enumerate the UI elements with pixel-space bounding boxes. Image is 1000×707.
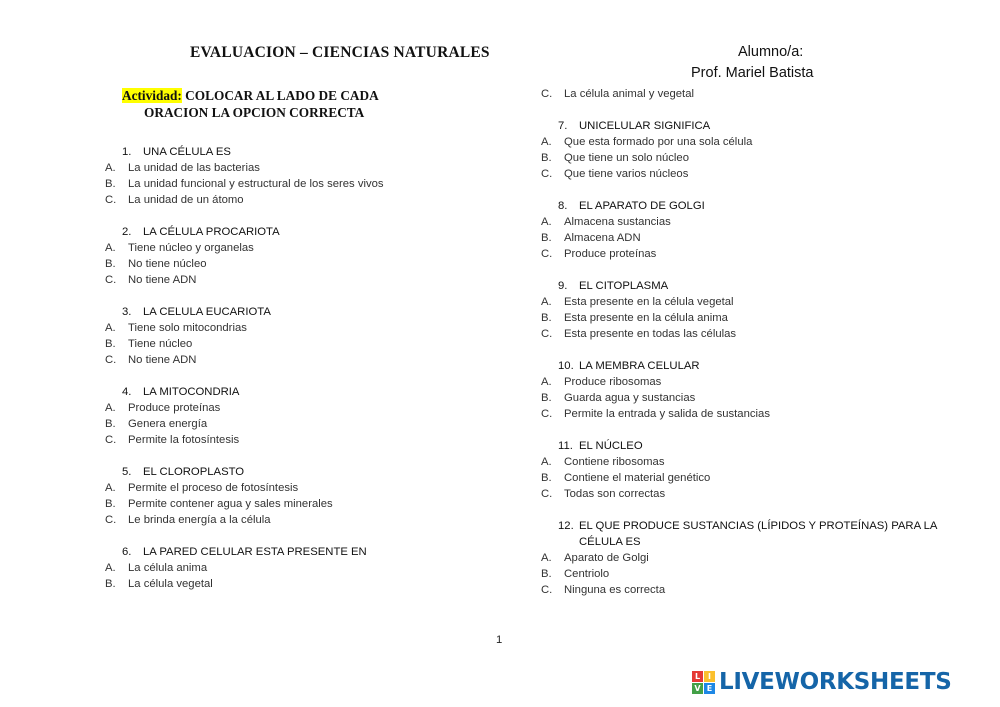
option-letter: C. xyxy=(105,354,117,366)
answer-option[interactable] xyxy=(105,480,505,496)
option-text: Todas son correctas xyxy=(564,488,666,500)
option-letter: A. xyxy=(541,136,552,148)
option-text: Contiene ribosomas xyxy=(564,456,665,468)
question-number: 2. xyxy=(122,226,132,238)
question-text: EL NÚCLEO xyxy=(579,440,643,452)
answer-option[interactable] xyxy=(541,134,961,150)
option-text: Genera energía xyxy=(128,418,208,430)
option-text: Centriolo xyxy=(564,568,610,580)
option-letter: B. xyxy=(541,472,552,484)
option-letter: C. xyxy=(541,88,553,100)
option-letter: A. xyxy=(105,402,116,414)
option-text: La unidad de las bacterias xyxy=(128,162,260,174)
option-letter: B. xyxy=(541,392,552,404)
logo-wordmark: LIVEWORKSHEETS xyxy=(719,669,952,695)
option-text: Le brinda energía a la célula xyxy=(128,514,271,526)
option-letter: B. xyxy=(105,338,116,350)
answer-option[interactable] xyxy=(105,432,505,448)
answer-option[interactable] xyxy=(105,240,505,256)
question-heading xyxy=(541,198,961,214)
option-text: Permite la entrada y salida de sustancias xyxy=(564,408,770,420)
question-block xyxy=(541,198,961,262)
option-text: Permite la fotosíntesis xyxy=(128,434,240,446)
question-block xyxy=(541,118,961,182)
option-text: Produce proteínas xyxy=(128,402,221,414)
answer-option[interactable] xyxy=(541,470,961,486)
option-letter: A. xyxy=(105,322,116,334)
answer-option[interactable] xyxy=(541,406,961,422)
option-text: Permite el proceso de fotosíntesis xyxy=(128,482,299,494)
question-number: 12. xyxy=(558,520,574,532)
option-text: No tiene ADN xyxy=(128,274,197,286)
option-text: Que esta formado por una sola célula xyxy=(564,136,753,148)
question-block xyxy=(541,278,961,342)
question-number: 4. xyxy=(122,386,132,398)
answer-option[interactable] xyxy=(541,566,961,582)
answer-option[interactable] xyxy=(541,246,961,262)
question-heading xyxy=(105,464,505,480)
question-text: LA PARED CELULAR ESTA PRESENTE EN xyxy=(143,546,367,558)
option-letter: C. xyxy=(541,328,553,340)
student-label: Alumno/a: xyxy=(738,44,804,60)
teacher-name: Prof. Mariel Batista xyxy=(691,65,814,81)
question-heading xyxy=(105,384,505,400)
answer-option[interactable] xyxy=(541,294,961,310)
option-text: Tiene núcleo y organelas xyxy=(128,242,254,254)
option-text: Guarda agua y sustancias xyxy=(564,392,696,404)
logo-letter-tile: L xyxy=(692,671,703,682)
option-letter: A. xyxy=(105,562,116,574)
page-number: 1 xyxy=(496,634,503,646)
option-text: Tiene solo mitocondrias xyxy=(128,322,247,334)
answer-option[interactable] xyxy=(541,486,961,502)
option-text: Produce proteínas xyxy=(564,248,657,260)
option-letter: C. xyxy=(541,248,553,260)
question-heading xyxy=(105,304,505,320)
answer-option[interactable] xyxy=(105,416,505,432)
option-letter: B. xyxy=(105,418,116,430)
question-heading xyxy=(541,118,961,134)
question-text: LA MEMBRA CELULAR xyxy=(579,360,700,372)
logo-letter-tile: E xyxy=(704,683,715,694)
question-block xyxy=(541,518,961,598)
option-letter: C. xyxy=(541,408,553,420)
option-letter: B. xyxy=(105,178,116,190)
option-text: Almacena ADN xyxy=(564,232,641,244)
option-text: Que tiene varios núcleos xyxy=(564,168,689,180)
question-block xyxy=(105,544,505,592)
option-text: Almacena sustancias xyxy=(564,216,671,228)
option-letter: C. xyxy=(541,168,553,180)
option-text: La unidad de un átomo xyxy=(128,194,244,206)
option-letter: A. xyxy=(105,482,116,494)
option-text: No tiene ADN xyxy=(128,354,197,366)
question-text: UNA CÉLULA ES xyxy=(143,146,231,158)
question-number: 7. xyxy=(558,120,568,132)
answer-option[interactable] xyxy=(105,352,505,368)
answer-option[interactable] xyxy=(541,374,961,390)
answer-option[interactable] xyxy=(541,214,961,230)
answer-option[interactable] xyxy=(105,576,505,592)
question-heading xyxy=(541,358,961,374)
question-heading xyxy=(105,544,505,560)
answer-option[interactable] xyxy=(541,150,961,166)
question-number: 3. xyxy=(122,306,132,318)
question-block xyxy=(105,464,505,528)
option-letter: B. xyxy=(105,578,116,590)
question-number: 6. xyxy=(122,546,132,558)
option-text: No tiene núcleo xyxy=(128,258,207,270)
answer-option[interactable] xyxy=(105,400,505,416)
question-block xyxy=(105,384,505,448)
option-text: Esta presente en la célula anima xyxy=(564,312,728,324)
option-letter: C. xyxy=(541,584,553,596)
option-letter: B. xyxy=(541,312,552,324)
question-heading xyxy=(541,278,961,294)
answer-option[interactable] xyxy=(105,272,505,288)
option-letter: C. xyxy=(105,194,117,206)
question-heading xyxy=(541,518,961,550)
answer-option[interactable] xyxy=(541,310,961,326)
option-text: Ninguna es correcta xyxy=(564,584,666,596)
answer-option[interactable] xyxy=(541,230,961,246)
option-letter: A. xyxy=(541,552,552,564)
logo-letter-tile: I xyxy=(704,671,715,682)
option-letter: C. xyxy=(105,514,117,526)
answer-option[interactable] xyxy=(541,550,961,566)
answer-option[interactable] xyxy=(105,176,505,192)
question-heading xyxy=(105,224,505,240)
option-letter: A. xyxy=(105,162,116,174)
question-text: UNICELULAR SIGNIFICA xyxy=(579,120,711,132)
question-heading xyxy=(541,438,961,454)
question-heading xyxy=(105,144,505,160)
question-block xyxy=(541,358,961,422)
option-text: Aparato de Golgi xyxy=(564,552,649,564)
activity-text-line2: ORACION LA OPCION CORRECTA xyxy=(144,105,365,120)
liveworksheets-logo xyxy=(692,668,951,696)
answer-option[interactable] xyxy=(105,192,505,208)
question-number: 10. xyxy=(558,360,574,372)
option-text: Permite contener agua y sales minerales xyxy=(128,498,333,510)
question-block xyxy=(105,304,505,368)
question-text: LA MITOCONDRIA xyxy=(143,386,240,398)
question-6-continued-option[interactable] xyxy=(541,86,961,102)
answer-option[interactable] xyxy=(105,496,505,512)
option-letter: A. xyxy=(541,216,552,228)
question-number: 5. xyxy=(122,466,132,478)
option-letter: A. xyxy=(541,456,552,468)
option-text: La célula animal y vegetal xyxy=(564,88,694,100)
activity-text-line1: COLOCAR AL LADO DE CADA xyxy=(181,88,379,103)
question-text: EL CITOPLASMA xyxy=(579,280,669,292)
answer-option[interactable] xyxy=(105,336,505,352)
option-text: Contiene el material genético xyxy=(564,472,711,484)
option-text: Produce ribosomas xyxy=(564,376,662,388)
question-text: LA CÉLULA PROCARIOTA xyxy=(143,226,280,238)
question-number: 11. xyxy=(558,440,573,452)
activity-label: Actividad: xyxy=(122,88,182,103)
option-text: Que tiene un solo núcleo xyxy=(564,152,689,164)
question-number: 9. xyxy=(558,280,568,292)
question-number: 8. xyxy=(558,200,568,212)
answer-option[interactable] xyxy=(541,454,961,470)
option-text: La unidad funcional y estructural de los seres vivos xyxy=(128,178,384,190)
question-text: LA CELULA EUCARIOTA xyxy=(143,306,271,318)
answer-option[interactable] xyxy=(105,160,505,176)
answer-option[interactable] xyxy=(541,390,961,406)
right-column xyxy=(541,86,961,614)
live-icon xyxy=(692,671,715,694)
option-letter: A. xyxy=(105,242,116,254)
answer-option[interactable] xyxy=(541,582,961,598)
option-letter: B. xyxy=(105,498,116,510)
option-letter: C. xyxy=(105,274,117,286)
option-text: Esta presente en todas las células xyxy=(564,328,737,340)
option-letter: C. xyxy=(105,434,117,446)
answer-option[interactable] xyxy=(105,512,505,528)
question-block xyxy=(105,144,505,208)
question-text: EL APARATO DE GOLGI xyxy=(579,200,705,212)
option-letter: C. xyxy=(541,488,553,500)
logo-letter-tile: V xyxy=(692,683,703,694)
option-letter: B. xyxy=(105,258,116,270)
question-block xyxy=(105,224,505,288)
answer-option[interactable] xyxy=(105,320,505,336)
answer-option[interactable] xyxy=(541,326,961,342)
activity-instructions xyxy=(122,87,432,121)
question-text: EL QUE PRODUCE SUSTANCIAS (LÍPIDOS Y PROTEÍNAS) PARA LA CÉLULA ES xyxy=(579,520,937,548)
option-text: Esta presente en la célula vegetal xyxy=(564,296,734,308)
option-letter: B. xyxy=(541,232,552,244)
left-column xyxy=(105,144,505,608)
option-letter: B. xyxy=(541,568,552,580)
option-letter: B. xyxy=(541,152,552,164)
question-number: 1. xyxy=(122,146,132,158)
option-letter: A. xyxy=(541,296,552,308)
answer-option[interactable] xyxy=(105,560,505,576)
question-block xyxy=(541,438,961,502)
page-title: EVALUACION – CIENCIAS NATURALES xyxy=(190,44,490,61)
option-letter: A. xyxy=(541,376,552,388)
option-text: La célula vegetal xyxy=(128,578,213,590)
option-text: Tiene núcleo xyxy=(128,338,193,350)
question-text: EL CLOROPLASTO xyxy=(143,466,245,478)
answer-option[interactable] xyxy=(541,166,961,182)
option-text: La célula anima xyxy=(128,562,208,574)
answer-option[interactable] xyxy=(105,256,505,272)
